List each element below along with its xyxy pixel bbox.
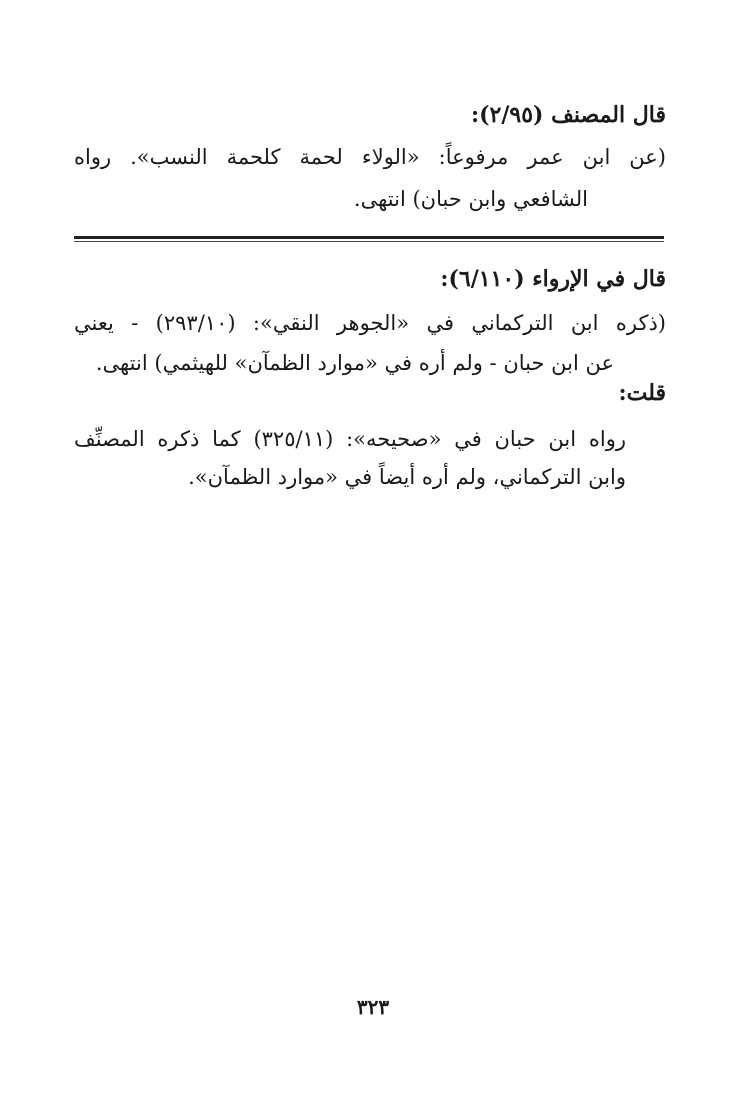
section2-line1: (ذكره ابن التركماني في «الجوهر النقي»: (٢٩٣/١٠) - يعني bbox=[74, 311, 666, 335]
section1-heading: قال المصنف (٢/٩٥): bbox=[471, 102, 666, 128]
section-divider-thick bbox=[74, 236, 664, 239]
section3-line2: وابن التركماني، ولم أره أيضاً في «موارد الظمآن». bbox=[188, 465, 626, 489]
section3-heading: قلت: bbox=[618, 380, 666, 406]
section1-line1: (عن ابن عمر مرفوعاً: «الولاء لحمة كلحمة النسب». رواه bbox=[74, 145, 666, 169]
page-number: ٣٢٣ bbox=[356, 995, 390, 1019]
section2-heading: قال في الإرواء (٦/١١٠): bbox=[440, 266, 666, 292]
section3-line1: رواه ابن حبان في «صحيحه»: (٣٢٥/١١) كما ذكره المصنِّف bbox=[74, 427, 626, 451]
section1-line2: الشافعي وابن حبان) انتهى. bbox=[353, 187, 588, 211]
section-divider-thin bbox=[74, 241, 664, 242]
section2-line2: عن ابن حبان - ولم أره في «موارد الظمآن» للهيثمي) انتهى. bbox=[95, 351, 614, 375]
